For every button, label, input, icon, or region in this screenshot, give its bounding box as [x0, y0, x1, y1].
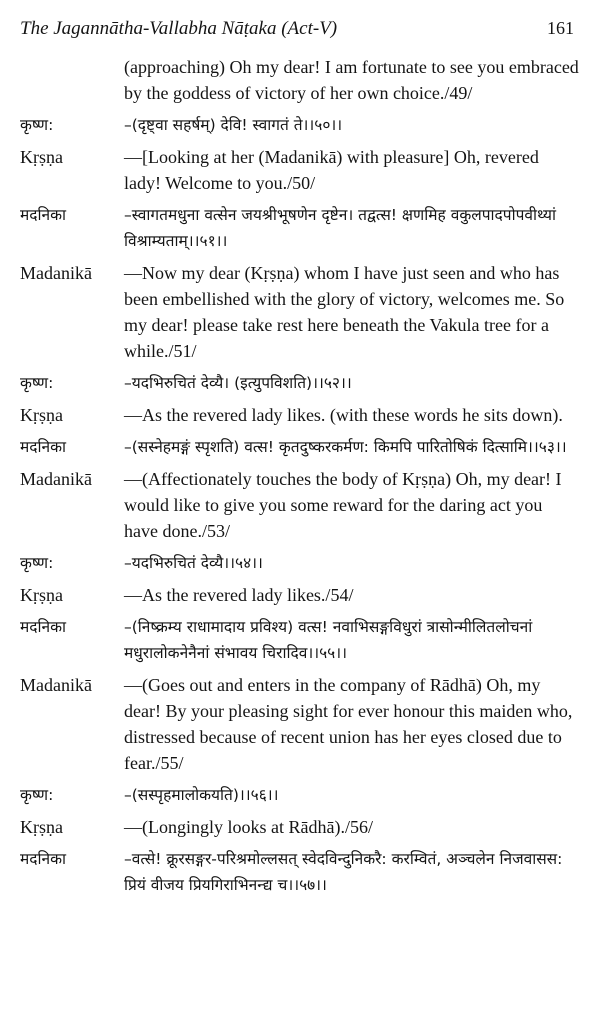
- dialogue-entry: [20, 370, 580, 396]
- dialogue-entry: [20, 672, 580, 776]
- running-header: [20, 18, 580, 40]
- translation-text: (approaching) Oh my dear! I am fortunate to see you embraced by the goddess of victory of her own choice./49/: [124, 57, 579, 103]
- speaker-label: मदनिका: [20, 850, 67, 868]
- dialogue-entry: [20, 846, 580, 898]
- sanskrit-verse-text: –स्वागतमधुना वत्सेन जयश्रीभूषणेन दृष्टेन। तद्वत्स! क्षणमिह वकुलपादपोपवीथ्यां विश्राम्यताम्।।५१।।: [124, 206, 557, 250]
- dialogue-body: [20, 54, 580, 898]
- speaker-label: मदनिका: [20, 206, 67, 224]
- speaker-label: कृष्ण:: [20, 374, 54, 392]
- translation-text: —[Looking at her (Madanikā) with pleasure] Oh, revered lady! Welcome to you./50/: [124, 147, 539, 193]
- translation-text: —(Affectionately touches the body of Kṛṣṇa) Oh, my dear! I would like to give you some reward for the daring act you have done./53/: [124, 469, 562, 541]
- translation-text: —(Goes out and enters in the company of Rādhā) Oh, my dear! By your pleasing sight for ever honour this maiden who, distressed because of recent union has her eyes closed due to fear./55/: [124, 675, 573, 773]
- sanskrit-verse-text: –वत्से! क्रूरसङ्गर-परिश्रमोल्लसत् स्वेदविन्दुनिकरै: करम्वितं, अञ्चलेन निजवासस: प्रियं वीजय प्रियगिराभिनन्द्य च।।५७।।: [124, 850, 563, 894]
- dialogue-entry: [20, 112, 580, 138]
- dialogue-entry: [20, 614, 580, 666]
- speaker-label: मदनिका: [20, 438, 67, 456]
- speaker-label: मदनिका: [20, 618, 67, 636]
- dialogue-entry: [20, 582, 580, 608]
- speaker-label: Kṛṣṇa: [20, 817, 63, 837]
- dialogue-entry: [20, 144, 580, 196]
- speaker-label: Kṛṣṇa: [20, 147, 63, 167]
- dialogue-entry: [20, 260, 580, 364]
- running-title: The Jagannātha-Vallabha Nāṭaka (Act-V): [20, 18, 338, 39]
- speaker-label: Madanikā: [20, 675, 92, 695]
- translation-text: —Now my dear (Kṛṣṇa) whom I have just seen and who has been embellished with the glory of victory, welcomes me. So my dear! please take rest here beneath the Vakula tree for a while./51/: [124, 263, 565, 361]
- speaker-label: कृष्ण:: [20, 786, 54, 804]
- dialogue-entry: [20, 402, 580, 428]
- sanskrit-verse-text: –(निष्क्रम्य राधामादाय प्रविश्य) वत्स! नवाभिसङ्गविधुरां त्रासोन्मीलितलोचनां मधुरालोकनेनैनां संभावय चिरादिव।।५५।।: [124, 618, 533, 662]
- speaker-label: कृष्ण:: [20, 554, 54, 572]
- dialogue-entry: [20, 434, 580, 460]
- speaker-label: कृष्ण:: [20, 116, 54, 134]
- sanskrit-verse-text: –(दृष्ट्वा सहर्षम्) देवि! स्वागतं ते।।५०।।: [124, 116, 343, 134]
- dialogue-entry: [20, 466, 580, 544]
- sanskrit-verse-text: –यदभिरुचितं देव्यै। (इत्युपविशति)।।५२।।: [124, 374, 352, 392]
- dialogue-entry: [20, 782, 580, 808]
- speaker-label: Kṛṣṇa: [20, 405, 63, 425]
- dialogue-entry: [20, 550, 580, 576]
- page-number: 161: [547, 18, 574, 38]
- translation-text: —(Longingly looks at Rādhā)./56/: [124, 817, 373, 837]
- sanskrit-verse-text: –(सस्नेहमङ्गं स्पृशति) वत्स! कृतदुष्करकर्मण: किमपि पारितोषिकं दित्सामि।।५३।।: [124, 438, 567, 456]
- dialogue-entry: [20, 54, 580, 106]
- dialogue-entry: [20, 202, 580, 254]
- speaker-label: Kṛṣṇa: [20, 585, 63, 605]
- sanskrit-verse-text: –(सस्पृहमालोकयति)।।५६।।: [124, 786, 279, 804]
- speaker-label: Madanikā: [20, 263, 92, 283]
- translation-text: —As the revered lady likes./54/: [124, 585, 354, 605]
- translation-text: —As the revered lady likes. (with these words he sits down).: [124, 405, 563, 425]
- dialogue-entry: [20, 814, 580, 840]
- sanskrit-verse-text: –यदभिरुचितं देव्यै।।५४।।: [124, 554, 263, 572]
- speaker-label: Madanikā: [20, 469, 92, 489]
